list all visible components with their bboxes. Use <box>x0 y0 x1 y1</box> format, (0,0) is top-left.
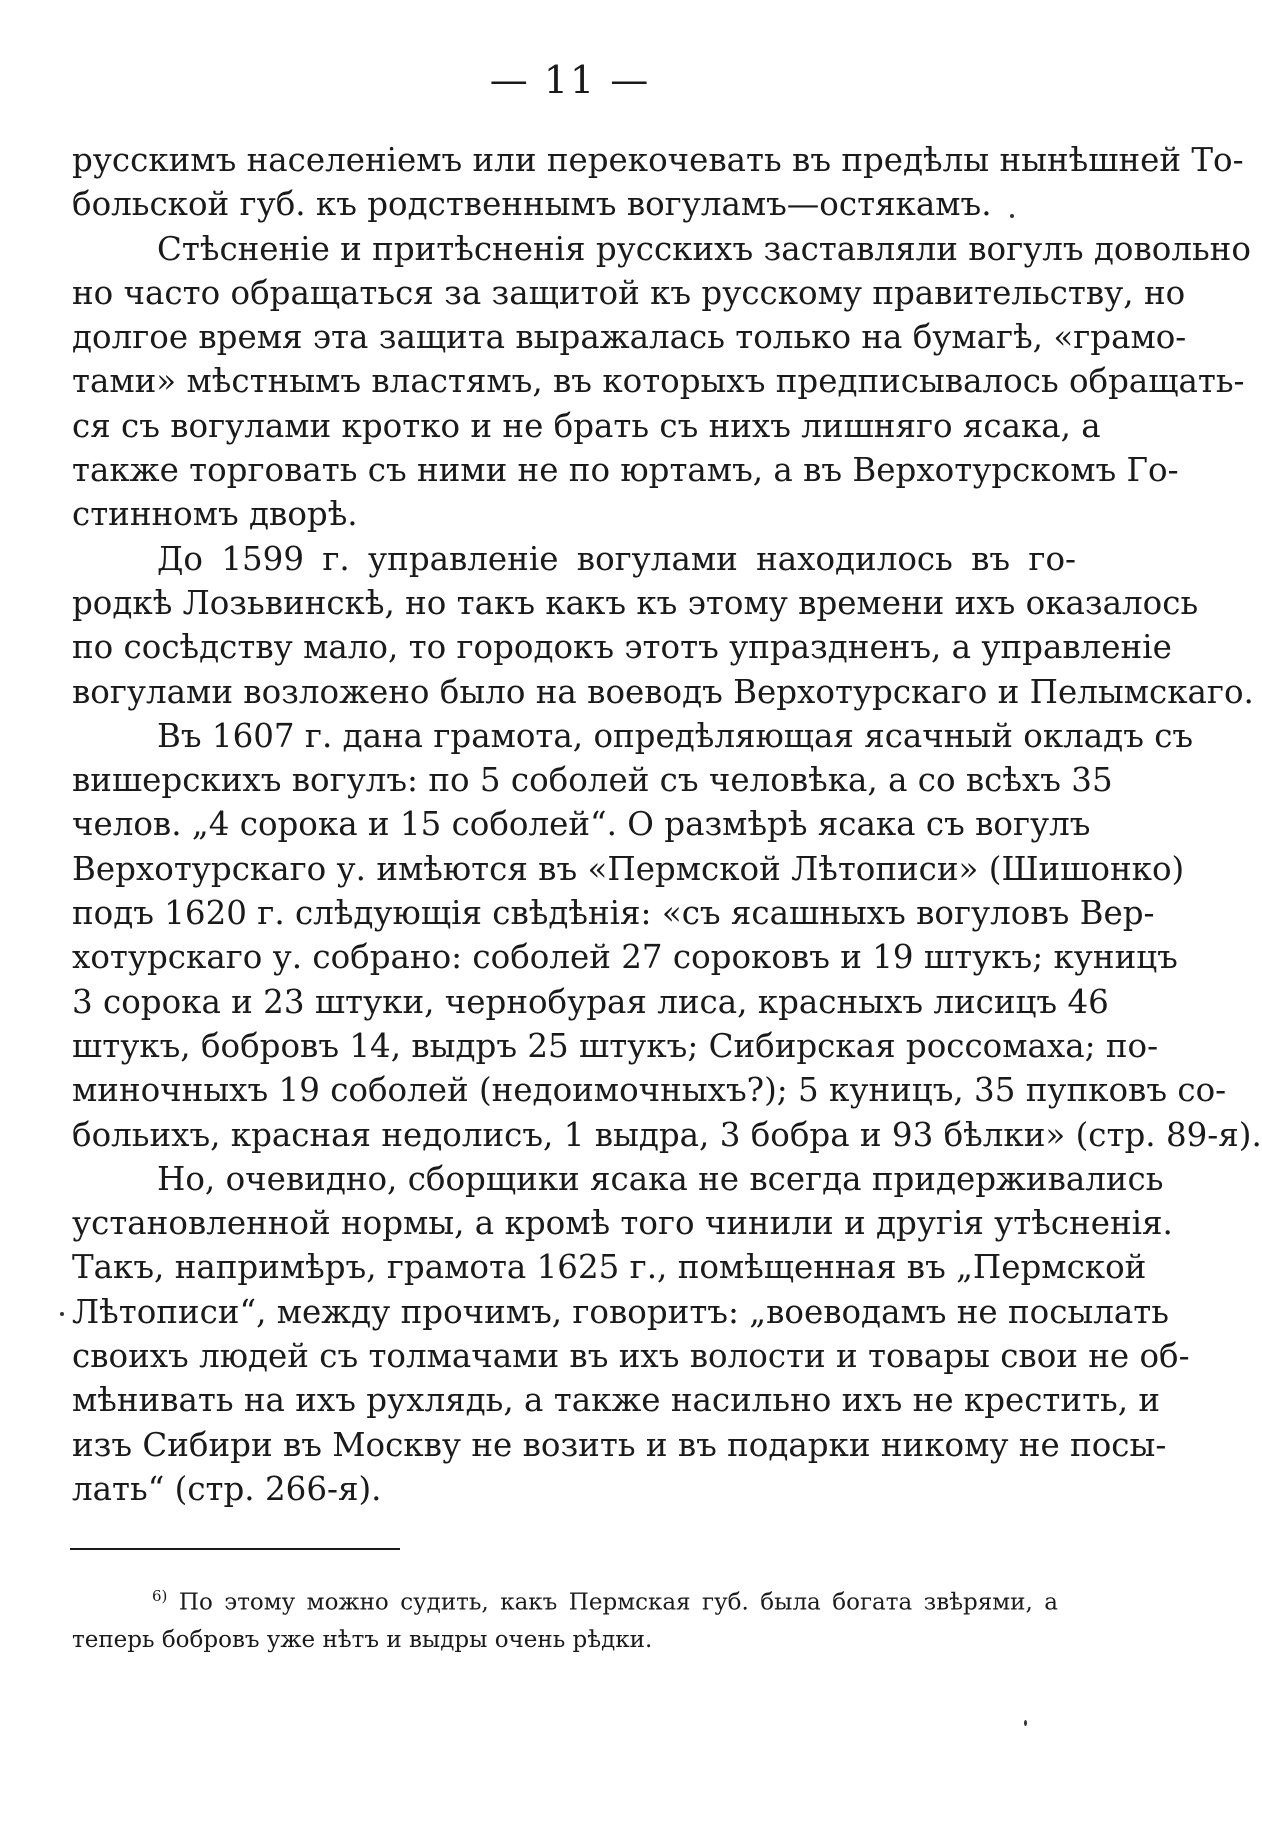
text-line: Стѣсненіе и притѣсненія русскихъ заставляли вогулъ довольно <box>157 229 1251 268</box>
text-line: миночныхъ 19 соболей (недоимочныхъ?); 5 куницъ, 35 пупковъ со- <box>72 1071 1227 1110</box>
main-text <box>72 138 1262 1511</box>
text-line: больской губ. къ родственнымъ вогуламъ—остякамъ. <box>72 185 992 224</box>
page-number: — 11 — <box>489 58 651 102</box>
text-line: больихъ, красная недолисъ, 1 выдра, 3 бобра и 93 бѣлки» (стр. 89-я). <box>72 1115 1262 1154</box>
text-line: Лѣтописи“, между прочимъ, говоритъ: „воеводамъ не посылать <box>72 1292 1169 1331</box>
text-line: хотурскаго у. собрано: соболей 27 сороковъ и 19 штукъ; куницъ <box>72 938 1178 977</box>
text-line: До 1599 г. управленіе вогулами находилось въ го- <box>157 539 1076 578</box>
text-line: лать“ (стр. 266-я). <box>72 1469 382 1508</box>
footnote-line: теперь бобровъ уже нѣтъ и выдры очень рѣдки. <box>72 1626 653 1653</box>
text-line: Въ 1607 г. дана грамота, опредѣляющая ясачный окладъ съ <box>157 716 1194 755</box>
text-line: по сосѣдству мало, то городокъ этотъ упраздненъ, а управленіе <box>72 628 1172 667</box>
paragraph <box>72 227 1251 537</box>
footnote-line <box>72 1578 1058 1622</box>
paragraph <box>72 714 1262 1157</box>
footnote-text: По этому можно судить, какъ Пермская губ. была богата звѣрями, а <box>178 1589 1058 1616</box>
print-speck <box>1024 1720 1027 1726</box>
text-line: тами» мѣстнымъ властямъ, въ которыхъ предписывалось обращать- <box>72 362 1245 401</box>
text-line: ся съ вогулами кротко и не брать съ нихъ лишняго ясака, а <box>72 406 1101 445</box>
text-line: русскимъ населеніемъ или перекочевать въ предѣлы нынѣшней То- <box>72 141 1244 179</box>
text-line: мѣнивать на ихъ рухлядь, а также насильно ихъ не крестить, и <box>72 1381 1161 1420</box>
text-line: долгое время эта защита выражалась только на бумагѣ, «грамо- <box>72 318 1187 357</box>
footnote-separator <box>70 1548 400 1550</box>
text-line: подъ 1620 г. слѣдующія свѣдѣнія: «съ ясашныхъ вогуловъ Вер- <box>72 894 1155 933</box>
text-line: стинномъ дворѣ. <box>72 495 358 534</box>
text-line: челов. „4 сорока и 15 соболей“. О размѣрѣ ясака съ вогулъ <box>72 805 1091 844</box>
text-line: Но, очевидно, сборщики ясака не всегда придерживались <box>157 1159 1164 1198</box>
paragraph <box>72 1157 1190 1511</box>
text-line: 3 сорока и 23 штуки, чернобурая лиса, красныхъ лисицъ 46 <box>72 982 1109 1021</box>
footnote-marker: 6) <box>152 1587 168 1605</box>
text-line: вишерскихъ вогулъ: по 5 соболей съ человѣка, а со всѣхъ 35 <box>72 761 1113 800</box>
text-line: Такъ, напримѣръ, грамота 1625 г., помѣщенная въ „Пермской <box>72 1248 1147 1287</box>
text-line: но часто обращаться за защитой къ русскому правительству, но <box>72 273 1186 312</box>
text-line: Верхотурскаго у. имѣются въ «Пермской Лѣтописи» (Шишонко) <box>72 849 1185 888</box>
text-line: родкѣ Лозьвинскѣ, но такъ какъ къ этому времени ихъ оказалось <box>72 583 1199 622</box>
footnote <box>72 1578 1058 1659</box>
text-line: своихъ людей съ толмачами въ ихъ волости и товары свои не об- <box>72 1337 1190 1376</box>
text-line: штукъ, бобровъ 14, выдръ 25 штукъ; Сибирская россомаха; по- <box>72 1026 1159 1065</box>
text-line: вогулами возложено было на воеводъ Верхотурскаго и Пелымскаго. <box>72 672 1254 711</box>
print-speck <box>1010 214 1014 218</box>
paragraph <box>72 537 1254 714</box>
text-line: установленной нормы, а кромѣ того чинили и другія утѣсненія. <box>72 1204 1173 1243</box>
print-speck <box>60 1312 64 1316</box>
paragraph <box>72 138 1244 227</box>
text-line: изъ Сибири въ Москву не возить и въ подарки никому не посы- <box>72 1425 1167 1464</box>
text-line: также торговать съ ними не по юртамъ, а въ Верхотурскомъ Го- <box>72 451 1179 490</box>
